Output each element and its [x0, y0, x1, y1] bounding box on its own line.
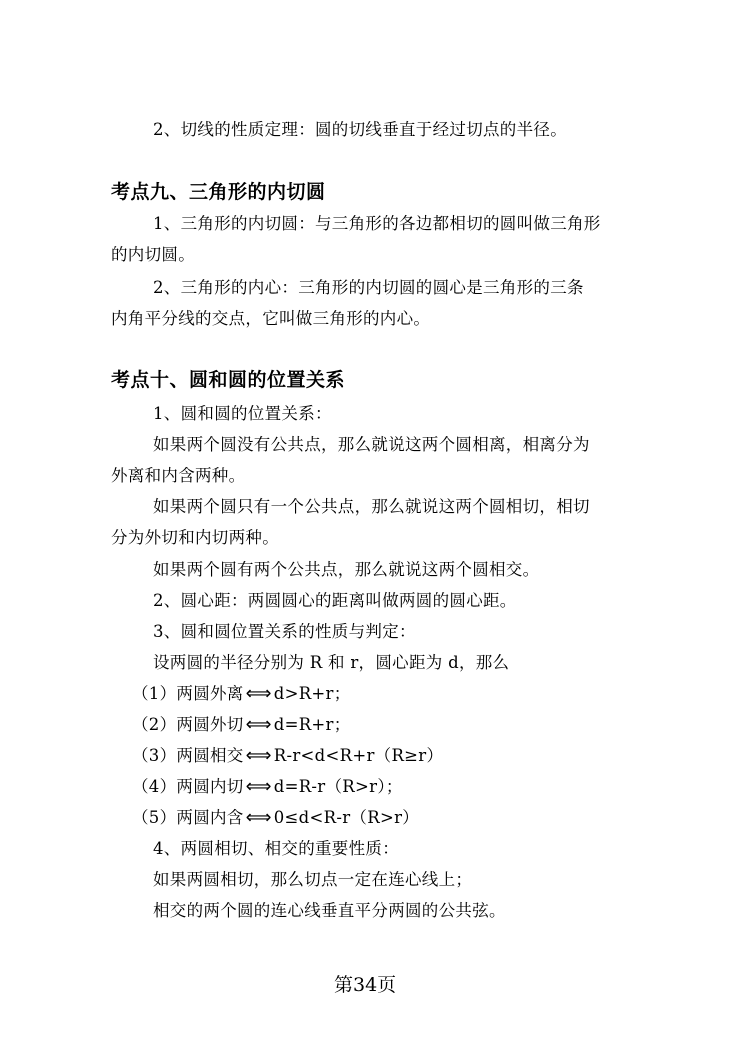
tail-line-2: 如果两圆相切，那么切点一定在连心线上； — [153, 870, 473, 889]
relation-condition: d=R-r（R>r）； — [273, 777, 403, 796]
relation-1 — [132, 683, 351, 705]
relation-label: （5）两圆内含 — [132, 808, 244, 827]
relation-label: （4）两圆内切 — [132, 777, 244, 796]
relation-condition: d=R+r； — [273, 715, 351, 734]
relation-3 — [132, 745, 443, 767]
tail-line-3: 相交的两个圆的连心线垂直平分两圆的公共弦。 — [153, 901, 506, 920]
double-arrow-icon: ⟺ — [245, 745, 272, 766]
relation-condition: R-r<d<R+r（R≥r） — [273, 746, 444, 765]
s10-line-3b: 分为外切和内切两种。 — [111, 528, 279, 547]
relation-label: （1）两圆外离 — [132, 684, 244, 703]
double-arrow-icon: ⟺ — [245, 683, 272, 704]
section-9-heading: 考点九、三角形的内切圆 — [111, 181, 326, 203]
double-arrow-icon: ⟺ — [245, 776, 272, 797]
intro-line: 2、切线的性质定理：圆的切线垂直于经过切点的半径。 — [153, 120, 567, 139]
double-arrow-icon: ⟺ — [245, 807, 272, 828]
s10-line-3a: 如果两个圆只有一个公共点，那么就说这两个圆相切，相切 — [153, 497, 590, 516]
relation-condition: d>R+r； — [273, 684, 351, 703]
relation-condition: 0≤d<R-r（R>r） — [273, 808, 420, 827]
s10-line-4: 如果两个圆有两个公共点，那么就说这两个圆相交。 — [153, 560, 540, 579]
relation-2 — [132, 714, 351, 736]
s9-paragraph-1-line-2: 的内切圆。 — [111, 245, 195, 264]
tail-line-1: 4、两圆相切、相交的重要性质： — [153, 839, 399, 858]
s10-line-7: 设两圆的半径分别为 R 和 r，圆心距为 d，那么 — [153, 653, 510, 672]
relation-label: （2）两圆外切 — [132, 715, 244, 734]
double-arrow-icon: ⟺ — [245, 714, 272, 735]
s10-line-5: 2、圆心距：两圆圆心的距离叫做两圆的圆心距。 — [153, 591, 517, 610]
relation-4 — [132, 776, 403, 798]
s10-line-2b: 外离和内含两种。 — [111, 466, 246, 485]
s9-paragraph-2-line-2: 内角平分线的交点，它叫做三角形的内心。 — [111, 309, 431, 328]
relation-5 — [132, 807, 419, 829]
s9-paragraph-1-line-1: 1、三角形的内切圆：与三角形的各边都相切的圆叫做三角形 — [153, 214, 601, 233]
section-10-heading: 考点十、圆和圆的位置关系 — [111, 369, 346, 391]
s10-line-6: 3、圆和圆位置关系的性质与判定： — [153, 622, 416, 641]
s9-paragraph-2-line-1: 2、三角形的内心：三角形的内切圆的圆心是三角形的三条 — [153, 278, 584, 297]
page-number: 第34页 — [334, 974, 397, 996]
s10-line-2a: 如果两个圆没有公共点，那么就说这两个圆相离，相离分为 — [153, 435, 590, 454]
s10-line-1: 1、圆和圆的位置关系： — [153, 404, 332, 423]
relation-label: （3）两圆相交 — [132, 746, 244, 765]
